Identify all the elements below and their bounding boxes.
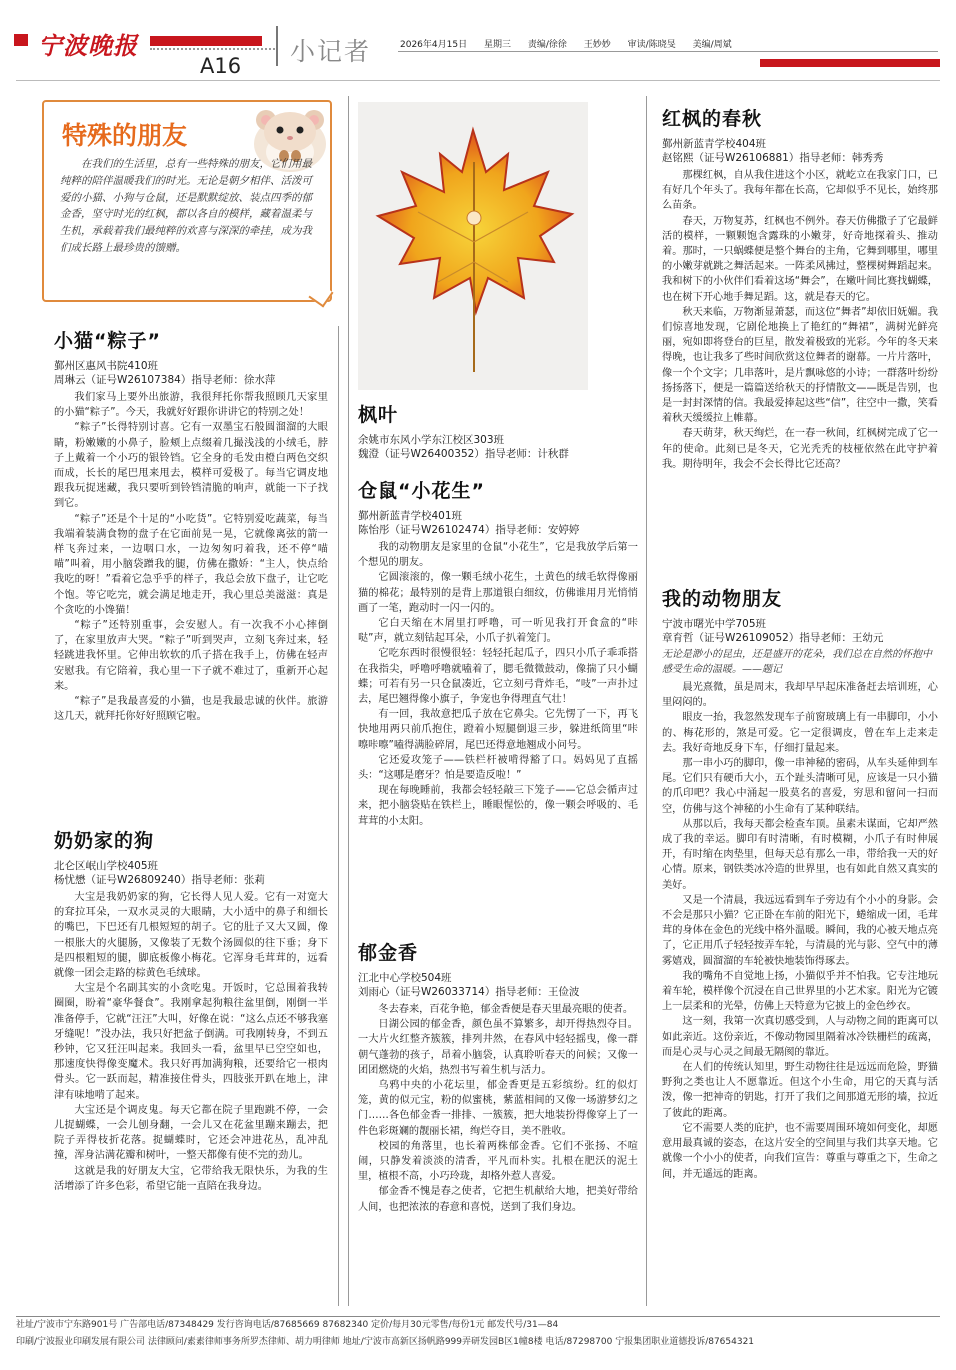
article-body (54, 890, 328, 1194)
paragraph: 眼皮一抬，我忽然发现车子前窗玻璃上有一串脚印，小小的、梅花形的，煞是可爱。它一定很调皮，曾在车上走来走去。我好奇地反身下车，仔细打量起来。 (662, 712, 938, 754)
paragraph: 这一刻，我第一次真切感受到，人与动物之间的距离可以如此亲近。这份亲近，不像动物园里隔着冰冷铁栅栏的疏离，而是心灵与心灵之间最无隔阂的靠近。 (662, 1016, 938, 1058)
page-footer (16, 1316, 940, 1351)
header-dotted-rule (150, 48, 275, 50)
paragraph: 秋天来临，万物渐显萧瑟，而这位“舞者”却依旧妩媚。我们惊喜地发现，它剧伦地换上了艳红的“舞裙”，满树光鲜亮丽，宛如即将登台的巨星，散发着极致的光彩。今年的冬天来得晚，也让我多了些时间欣赏这位舞者的谢幕。一片片落叶，像一个个文字；几串落叶，是片飘咏悠的小诗；一群落叶纷纷扬扬落下，便是一篇篇送给秋天的抒情散文——既是告别，也是一封封深情的信。我最爱捧起这些“信”，往空中一撒，笑看着秋天缓缓拉上帷幕。 (662, 306, 938, 425)
paragraph: 在人们的传统认知里，野生动物往往是远远而危险，野猫野狗之类也让人不愿靠近。但这个小生命，用它的天真与活泼，像一把神奇的钥匙，打开了我们之间那道无形的墙，拉近了彼此的距离。 (662, 1062, 938, 1119)
article-body (662, 680, 938, 1182)
article-title: 我的动物朋友 (662, 588, 783, 610)
article-school: 鄞州区惠风书院410班 (54, 360, 159, 372)
paragraph: 春天萌芽，秋天绚烂，在一春一秋间，红枫树完成了它一年的使命。此刻已是冬天，它光秃秃的枝桠依然在此守护着我。期待明年，我会不会长得比它还高？ (662, 428, 938, 470)
intro-box (42, 100, 332, 302)
footer-line-2: 印刷/宁波报业印刷发展有限公司 法律顾问/素素律师事务所罗杰律师、胡力明律师 地址/宁波市高新区扬帆路999弄研发园B区1幢8楼 电话/87298700 宁报集团职业道德投诉/87654321 (16, 1337, 755, 1347)
paragraph: 这就是我的好朋友大宝，它带给我无限快乐，为我的生活增添了许多色彩，希望它能一直陪在我身边。 (54, 1165, 328, 1192)
paragraph: 有一回，我故意把瓜子放在它鼻尖。它先愣了一下，再飞快地用两只前爪抱住，蹬着小短腿倒退三步，躲进纸筒里“咔嚓咔嚓”嗑得满脸碎屑，尾巴还得意地翘成小问号。 (358, 709, 638, 751)
article-author: 刘雨心（证号W26033714）指导老师：王俭波 (358, 986, 580, 998)
article-hamster (358, 476, 638, 829)
article-author: 周琳云（证号W26107384）指导老师：徐水萍 (54, 374, 276, 386)
column-rule-1b (348, 96, 349, 1306)
article-animalfriend (662, 584, 938, 1182)
article-maple (358, 400, 638, 461)
article-body (358, 1002, 638, 1215)
editor-credit: 责编/徐徐 (527, 40, 567, 50)
article-author: 赵铭熙（证号W26106881）指导老师：韩秀秀 (662, 152, 884, 164)
article-school: 余姚市东风小学东江校区303班 (358, 434, 505, 446)
intro-title: 特殊的朋友 (62, 121, 188, 150)
article-body (662, 168, 938, 472)
article-body (54, 390, 328, 724)
article-redmaple (662, 104, 938, 472)
article-school: 北仑区岷山学校405班 (54, 860, 159, 872)
paragraph: 那一串小巧的脚印，像一串神秘的密码，从车头延伸到车尾。它们只有硬币大小，五个趾头清晰可见，应该是一只小猫的爪印吧？我心中涌起一股莫名的喜爱，穷思和留问一扫而空，仿佛与这个神秘的小生命有了某种联结。 (662, 758, 938, 815)
paragraph: “粽子”还是个十足的“小吃货”。它特别爱吃蔬菜，每当我端着装满食物的盘子在它面前晃一晃，它就像离弦的箭一样飞奔过来，一边咽口水，一边匆匆叼着我，还不停“喵喵”叫着，用小脑袋蹭我的腿，仿佛在撒娇：“主人，快点给我吃的呀！”看着它急乎乎的样子，我总会放下盘子，让它吃个饱。等它吃完，就会满足地走开，我心里总美滋滋：真是个贪吃的小馋猫！ (54, 513, 328, 616)
maple-leaf-icon (358, 102, 588, 390)
article-author: 陈怡彤（证号W26102474）指导老师：安婷婷 (358, 524, 580, 536)
article-title: 小猫“粽子” (54, 330, 161, 352)
paragraph: “粽子”是我最喜爱的小猫，也是我最忠诚的伙伴。旅游这几天，就拜托你好好照顾它啦。 (54, 696, 328, 723)
paragraph: 那棵红枫，自从我住进这个小区，就屹立在我家门口，已有好几个年头了。我每年都在长高，它却似乎不见长，始终那么苗条。 (662, 170, 938, 212)
article-author: 魏澄（证号W26400352）指导老师：计秋群 (358, 448, 569, 460)
header-red-bar (150, 36, 262, 46)
paragraph: 从那以后，我每天都会检查车顶。虽素未谋面，它却严然成了我的幸运。脚印有时清晰，有时模糊，小爪子有时伸展开，有时缩在肉垫里，但每天总有那么一串，带给我一天的好心情。原来，钢铁类冰冷造的世界里，也有如此自然又真实的美好。 (662, 818, 938, 891)
paragraph: 大宝是个名副其实的小贪吃鬼。开饭时，它总围着我转圈圈，盼着“豪华餐食”。我刚拿起狗粮往盆里倒，刚倒一半准备停手，它就“汪汪”大叫，好像在说：“这么点还不够我塞牙缝呢！”没办法，我只好把盆子倒满。可我刚转身，不到五秒钟，它又狂汪叫起来。我回头一看，盆里早已空空如也，那速度快得像变魔术。我只好再加满狗粮，还要给它一根肉骨头。它一跃而起，精准接住骨头，四肢张开趴在地上，津津有味地啃了起来。 (54, 983, 328, 1101)
article-author: 章育哲（证号W26109052）指导老师：王幼元 (662, 632, 884, 644)
logo-mark (14, 34, 28, 46)
paragraph: “粽子”长得特别讨喜。它有一双墨宝石般圆溜溜的大眼睛，粉嫩嫩的小鼻子，脸颊上点缀着几撮浅浅的小绒毛，脖子上戴着一个小巧的银铃铛。它全身的毛发由橙白两色交织而成，长长的尾巴甩来甩去，模样可爱极了。每当它调皮地跟我玩捉迷藏，我只要听到铃铛清脆的响声，就能一下子找到它。 (54, 422, 328, 510)
paragraph: 春天，万物复苏，红枫也不例外。春天仿佛撒子了它最鲜活的模样，一颗颗饱含露珠的小嫩芽，好奇地探着头、推动着。那时，一只蜗蝶便是整个舞台的主角，它舞到哪里，哪里的小嫩芽就跳之舞活起来。一阵柔风拂过，整棵树舞蹈起来。我和树下的小伙伴们看着这场“舞会”，在嫩叶间比赛找蝴蝶，也在树下开心地手舞足蹈。这，就是春天的它。 (662, 215, 938, 303)
paragraph: 郁金香不愧是春之使者，它把生机献给大地，把美好带给人间，也把浓浓的春意和喜悦，送到了我们身边。 (358, 1186, 638, 1213)
paragraph: 我的嘴角不自觉地上扬，小猫似乎并不怕我。它专注地玩着车轮，模样像个沉浸在自己世界里的小艺术家。阳光为它镀上一层柔和的光晕，仿佛上天特意为它披上的金色纱衣。 (662, 970, 938, 1013)
column-rule-2 (646, 96, 647, 1306)
intro-text: 在我们的生活里，总有一些特殊的朋友，它们用最纯粹的陪伴温暖我们的时光。无论是朝夕相伴、活泼可爱的小猫、小狗与仓鼠，还是默默绽放、装点四季的郁金香，坚守时光的红枫，都以各自的模样，藏着温柔与生机，承载着我们最纯粹的欢喜与深深的牵挂，成为我们成长路上最珍贵的馈赠。 (60, 158, 312, 254)
header-red-bar-right (760, 59, 940, 67)
paragraph: 晨光熹微，虽是周末，我却早早起床准备赶去培训班，心里闷闷的。 (662, 682, 938, 709)
article-title: 枫叶 (358, 404, 399, 426)
masthead (0, 0, 956, 80)
page-number: A16 (200, 54, 242, 78)
header-divider (276, 26, 278, 66)
issue-weekday: 星期三 (483, 40, 511, 50)
article-body (358, 540, 638, 829)
paragraph: 又是一个清晨，我远远看到车子旁边有个小小的身影。会不会是那只小猫？它正卧在车前的阳光下，蜷缩成一团，毛茸茸的身体在金色的光线中格外温暖。瞬间，我的心被天地点亮了，它正用爪子轻轻按弄车轮，与清晨的光与影、空气中的薄雾嬉戏，圆溜溜的车轮被快地装饰得琢去。 (662, 894, 938, 967)
paragraph: 它白天缩在木屑里打呼噜，可一听见我打开食盒的“咔哒”声，就立刻钻起耳朵，小爪子扒着笼门。 (358, 618, 638, 645)
column-rule-1 (338, 326, 339, 1306)
paragraph: 它吃东西时很慢很轻：轻轻托起瓜子，四只小爪子乖乖搭在我指尖，呼噜呼噜就嗑着了，腮毛微微鼓动，像揣了只小蝴蝶；可若有另一只仓鼠凑近，它立刻弓背炸毛，“吱”一声扑过去，尾巴翘得像小旗子，争宠也争得理直气壮！ (358, 648, 638, 706)
paragraph: 现在每晚睡前，我都会轻轻敲三下笼子——它总会循声过来，把小脑袋贴在铁栏上，睡眼惺忪的，像一颗会呼吸的、毛茸茸的小太阳。 (358, 785, 638, 827)
paragraph: 大宝是我奶奶家的狗，它长得人见人爱。它有一对宽大的耷拉耳朵，一双水灵灵的大眼睛，大小适中的鼻子和细长的嘴巴，下巴还有几根短短的胡子。它的肚子又大又圆，像一根胀大的火腿肠，又像装了无数个汤圆似的往下垂；身下是四根粗短的腿，脚底板像小梅花。它浑身毛茸茸的，远看就像一团会走路的棕黄色毛绒球。 (54, 892, 328, 980)
article-epigraph: 无论是渺小的昆虫，还是盛开的花朵，我们总在自然的怀抱中感受生命的温暖。——题记 (662, 649, 932, 675)
article-title: 奶奶家的狗 (54, 830, 155, 852)
article-school: 鄞州新蓝青学校404班 (662, 138, 767, 150)
article-title: 红枫的春秋 (662, 108, 763, 130)
article-tulip (358, 938, 638, 1215)
paragraph: 它不需要人类的庇护，也不需要周围环境如何变化，却愿意用最真诚的姿态，在这片安全的空间里与我们共享天地。它就像一个小小的使者，向我们宣告：尊重与尊重之下，生命之间，并无遥远的距离。 (662, 1122, 938, 1180)
paragraph: 日湖公园的郁金香，颜色虽不算繁多，却开得热烈夺目。一大片火红整齐簇簇，排列井然，在春风中轻轻摇曳，像一群朝气蓬勃的孩子，昂着小脑袋，认真聆听春天的问候；又像一团团燃烧的火焰，热烈书写着生机与活力。 (358, 1019, 638, 1076)
article-author: 杨忧懋（证号W26809240）指导老师：张莉 (54, 874, 265, 886)
paragraph: 我们家马上要外出旅游，我很拜托你帮我照顾几天家里的小猫“粽子”。今天，我就好好跟你讲讲它的特别之处！ (54, 392, 328, 419)
paragraph: “粽子”还特别重事，会安慰人。有一次我不小心摔倒了，在家里放声大哭。“粽子”听到哭声，立刻飞奔过来，轻轻跳进我怀里。它伸出软软的爪子搭在我手上，仿佛在轻声安慰我。有它陪着，我心里一下子就不难过了，重新开心起来。 (54, 620, 328, 692)
section-title: 小记者 (290, 37, 372, 66)
designer-credit: 美编/周斌 (692, 40, 732, 50)
header-thin-rule (398, 51, 938, 52)
article-title: 仓鼠“小花生” (358, 480, 485, 502)
paragraph: 它还爱攻笼子——铁栏杆被啃得豁了口。妈妈见了直摇头：“这哪是磨牙？怕是要造反啦！” (358, 754, 638, 782)
paragraph: 冬去春来，百花争艳，郁金香便是春天里最亮眼的使者。 (378, 1004, 634, 1015)
paragraph: 乌鸦中央的小花坛里，郁金香更是五彩缤纷。红的似灯笼，黄的似元宝，粉的似蜜桃，紫蓝相间的又像一场游梦幻之门……各色郁金香一排排、一簇簇，把大地装扮得像穿上了一件色彩斑斓的靓丽长裙，绚烂夺目，美不胜收。 (358, 1080, 638, 1137)
proof-credit: 王妙妙 (583, 40, 611, 50)
reviewer-credit: 审读/陈晓旻 (627, 40, 676, 50)
article-school: 宁波市曙光中学705班 (662, 618, 767, 630)
paragraph: 它圆滚滚的，像一颗毛绒小花生，土黄色的绒毛软得像丽猫的棉花；最特别的是背上那道银白细纹，仿佛谁用月光悄悄画了一笔，跑动时一闪一闪的。 (358, 572, 638, 614)
maple-leaf-drawing (358, 102, 588, 390)
footer-line-1: 社址/宁波市宁东路901号 广告部电话/87348429 发行咨询电话/87685669 87682340 定价/每月30元零售/每份1元 邮发代号/31—84 (16, 1320, 559, 1330)
paragraph: 校园的角落里，也长着两株郁金香。它们不张扬、不喧闹，只静发着淡淡的清香，平凡而朴实。扎根在肥沃的泥土里，植根不高，小巧玲珑，却格外惹人喜爱。 (358, 1140, 638, 1183)
issue-meta (400, 37, 746, 50)
article-title: 郁金香 (358, 942, 419, 964)
newspaper-logo: 宁波晚报 (38, 31, 138, 60)
article-zongzi (54, 326, 328, 724)
article-school: 江北中心学校504班 (358, 972, 452, 984)
article-dog (54, 826, 328, 1194)
issue-date: 2026年4月15日 (400, 40, 468, 50)
paragraph: 大宝还是个调皮鬼。每天它都在院子里跑跳不停，一会儿捉蝴蝶，一会儿刨身翻，一会儿又在花盆里蹦来蹦去，把院子弄得枝折花落。捉蝴蝶时，它还会冲进花丛，乱冲乱撞，浑身沾满花瓣和树叶，一整天都像有使不完的劲儿。 (54, 1104, 328, 1162)
paragraph: 我的动物朋友是家里的仓鼠“小花生”，它是我放学后第一个想见的朋友。 (358, 542, 638, 569)
article-school: 鄞州新蓝青学校401班 (358, 510, 463, 522)
top-rule (16, 80, 940, 81)
